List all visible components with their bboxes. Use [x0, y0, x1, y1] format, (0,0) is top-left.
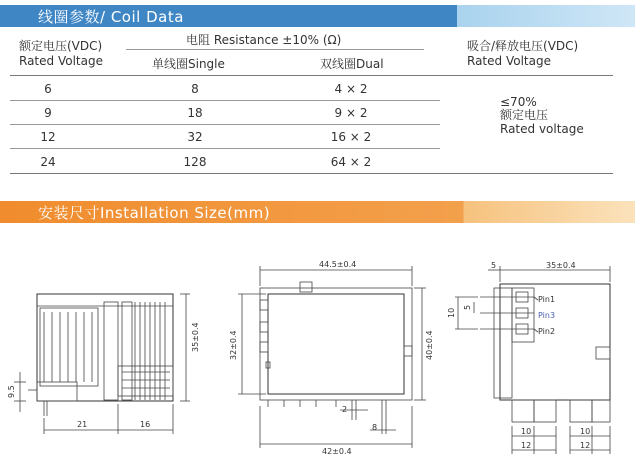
dual-cell: 9 × 2	[334, 106, 368, 120]
single-cell: 8	[191, 82, 199, 96]
left-dim-pin: 9.5	[7, 385, 16, 398]
operate-voltage-header-cn: 吸合/释放电压(VDC)	[467, 39, 579, 53]
right-dim-top: 35±0.4	[546, 261, 576, 270]
operate-voltage-header-en: Rated Voltage	[467, 54, 551, 68]
operate-value-en: Rated voltage	[500, 122, 584, 136]
right-dim-5b: 5	[463, 304, 472, 310]
coil-data-header-band	[0, 5, 635, 27]
right-dim-b3: 12	[521, 441, 532, 450]
single-cell: 128	[183, 155, 207, 169]
middle-dim-left: 32±0.4	[229, 330, 238, 360]
coil-data-title: 线圈参数/ Coil Data	[38, 7, 184, 26]
operate-value: ≤70%	[500, 95, 537, 109]
single-coil-header: 单线圈Single	[152, 57, 225, 71]
resistance-header: 电阻 Resistance ±10% (Ω)	[186, 33, 342, 47]
table-header-divider	[10, 75, 613, 76]
dual-cell: 64 × 2	[330, 155, 372, 169]
right-dim-10: 10	[447, 307, 456, 318]
end-view-right	[455, 266, 610, 454]
row-divider	[10, 124, 440, 125]
middle-dim-top: 44.5±0.4	[319, 260, 357, 269]
installation-title: 安装尺寸Installation Size(mm)	[38, 203, 271, 222]
top-view-middle	[238, 266, 426, 448]
middle-dim-8: 8	[372, 423, 378, 432]
row-divider	[10, 100, 440, 101]
left-dim-height: 35±0.4	[191, 322, 200, 352]
left-dim-b: 16	[140, 420, 151, 429]
dual-coil-header: 双线圈Dual	[320, 57, 384, 71]
right-dim-b2: 10	[580, 427, 591, 436]
resistance-underline	[126, 49, 424, 50]
voltage-cell: 9	[44, 106, 52, 120]
dual-cell: 16 × 2	[330, 130, 372, 144]
right-dim-b4: 12	[580, 441, 591, 450]
installation-drawing	[0, 222, 635, 462]
voltage-cell: 24	[40, 155, 56, 169]
operate-value-cn: 额定电压	[500, 108, 549, 122]
rated-voltage-header-cn: 额定电压(VDC)	[19, 39, 103, 53]
single-cell: 18	[187, 106, 203, 120]
single-cell: 32	[187, 130, 203, 144]
side-view-left	[14, 294, 190, 434]
right-dim-b1: 10	[521, 427, 532, 436]
dual-cell: 4 × 2	[334, 82, 368, 96]
table-bottom-border	[10, 173, 613, 174]
rated-voltage-header-en: Rated Voltage	[19, 54, 103, 68]
pin1-label: Pin1	[538, 295, 556, 304]
voltage-cell: 6	[44, 82, 52, 96]
pin2-label: Pin2	[538, 327, 556, 336]
middle-dim-2: 2	[342, 405, 348, 414]
left-dim-a: 21	[77, 420, 88, 429]
right-dim-5: 5	[491, 261, 497, 270]
middle-dim-bottom: 42±0.4	[322, 447, 352, 456]
voltage-cell: 12	[40, 130, 56, 144]
middle-dim-right: 40±0.4	[425, 330, 434, 360]
installation-header-band	[0, 201, 635, 223]
pin3-label: Pin3	[538, 311, 556, 320]
row-divider	[10, 148, 440, 149]
